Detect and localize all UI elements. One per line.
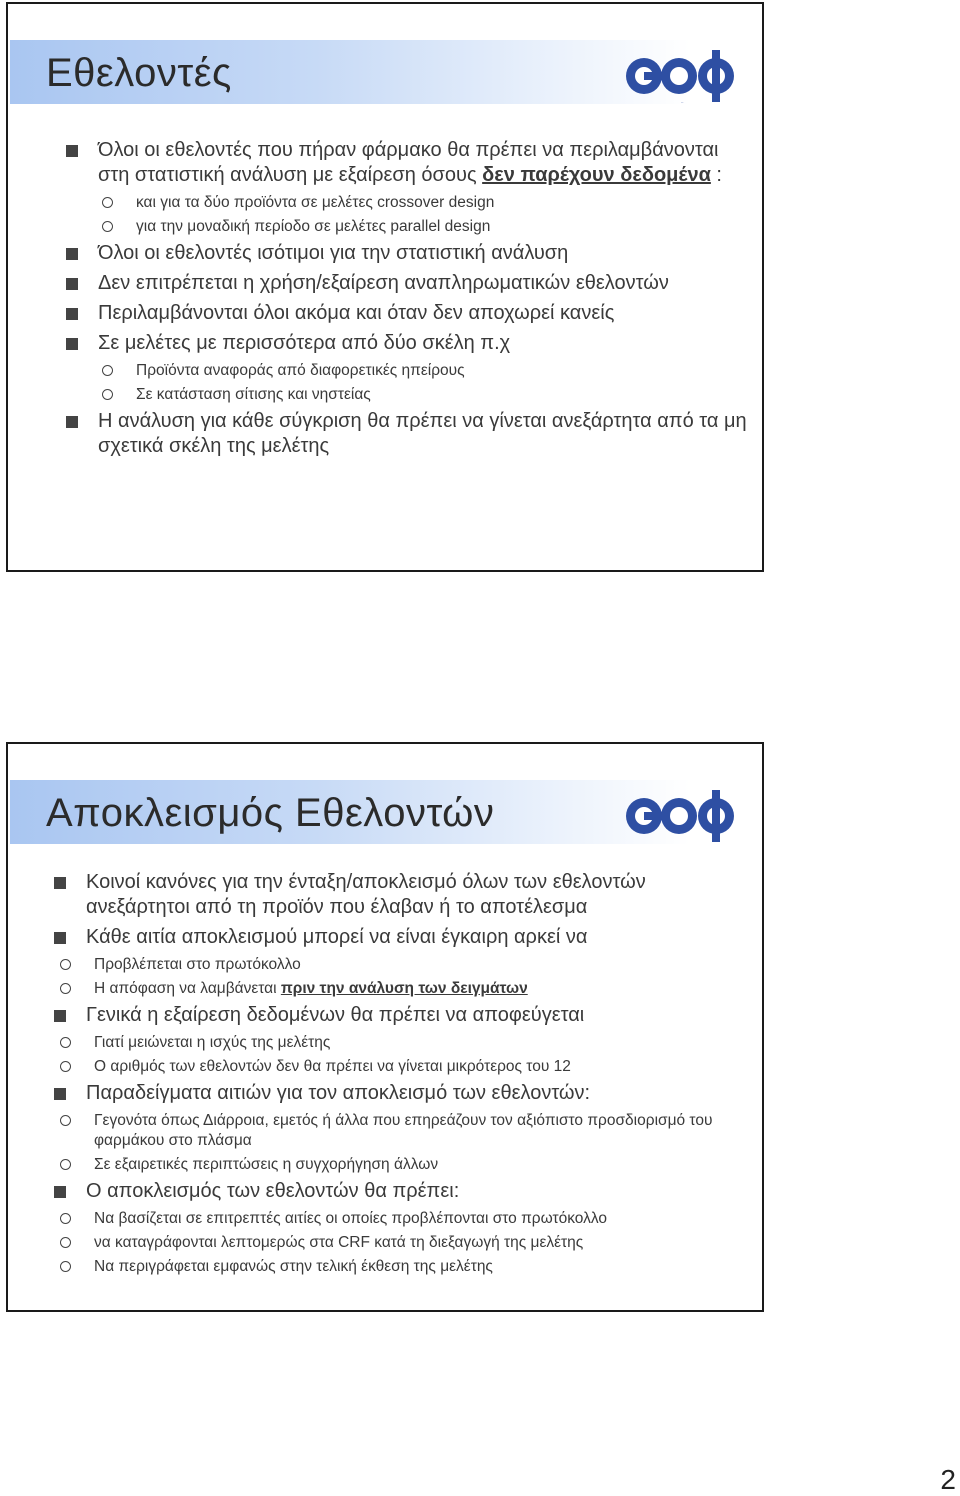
eof-logo-icon <box>624 48 738 104</box>
bullet-item: Η ανάλυση για κάθε σύγκριση θα πρέπει να γίνεται ανεξάρτητα από τα μη σχετικά σκέλη της μελέτης <box>64 409 754 459</box>
emphasis-text: δεν παρέχουν δεδομένα <box>482 164 711 186</box>
page-number: 2 <box>940 1464 956 1495</box>
bullet-list <box>52 870 742 1281</box>
slide-title: Αποκλεισμός Εθελοντών <box>46 791 495 835</box>
circle-bullet-icon <box>102 389 113 400</box>
square-bullet-icon <box>66 248 78 260</box>
square-bullet-icon <box>66 338 78 350</box>
square-bullet-icon <box>66 416 78 428</box>
eof-logo-icon <box>624 788 738 844</box>
bullet-item: Δεν επιτρέπεται η χρήση/εξαίρεση αναπληρωματικών εθελοντών <box>64 271 754 296</box>
circle-bullet-icon <box>60 1159 71 1170</box>
square-bullet-icon <box>66 145 78 157</box>
square-bullet-icon <box>54 932 66 944</box>
circle-bullet-icon <box>60 959 71 970</box>
square-bullet-icon <box>54 1088 66 1100</box>
sub-bullet-item: Ο αριθμός των εθελοντών δεν θα πρέπει να γίνεται μικρότερος του 12 <box>52 1057 742 1077</box>
slide-volunteer-exclusion <box>6 742 764 1312</box>
bullet-list <box>64 138 754 464</box>
emphasis-text: πριν την ανάλυση των δειγμάτων <box>280 980 528 997</box>
square-bullet-icon <box>54 1010 66 1022</box>
bullet-item: Περιλαμβάνονται όλοι ακόμα και όταν δεν αποχωρεί κανείς <box>64 301 754 326</box>
slide-title: Εθελοντές <box>46 51 232 95</box>
sub-bullet-item: Γιατί μειώνεται η ισχύς της μελέτης <box>52 1033 742 1053</box>
circle-bullet-icon <box>60 1037 71 1048</box>
bullet-item: Κάθε αιτία αποκλεισμού μπορεί να είναι έγκαιρη αρκεί να <box>52 925 742 950</box>
circle-bullet-icon <box>60 1213 71 1224</box>
circle-bullet-icon <box>60 1261 71 1272</box>
sub-bullet-item: Να περιγράφεται εμφανώς στην τελική έκθεση της μελέτης <box>52 1257 742 1277</box>
circle-bullet-icon <box>60 1237 71 1248</box>
circle-bullet-icon <box>60 1115 71 1126</box>
sub-bullet-item: και για τα δύο προϊόντα σε μελέτες crossover design <box>64 193 754 213</box>
sub-bullet-item: Η απόφαση να λαμβάνεται πριν την ανάλυση των δειγμάτων <box>52 979 742 999</box>
circle-bullet-icon <box>102 197 113 208</box>
logo-text: ΕΟΦ <box>681 103 684 104</box>
bullet-item: Κοινοί κανόνες για την ένταξη/αποκλεισμό όλων των εθελοντών ανεξάρτητοι από τη προϊόν που έλαβαν ή το αποτέλεσμα <box>52 870 742 920</box>
sub-bullet-item: για την μοναδική περίοδο σε μελέτες parallel design <box>64 217 754 237</box>
circle-bullet-icon <box>102 365 113 376</box>
circle-bullet-icon <box>102 221 113 232</box>
square-bullet-icon <box>66 278 78 290</box>
sub-bullet-item: Προβλέπεται στο πρωτόκολλο <box>52 955 742 975</box>
sub-bullet-item: Γεγονότα όπως Διάρροια, εμετός ή άλλα που επηρεάζουν τον αξιόπιστο προσδιορισμό του φαρμάκου στο πλάσμα <box>52 1111 742 1151</box>
bullet-item: Γενικά η εξαίρεση δεδομένων θα πρέπει να αποφεύγεται <box>52 1003 742 1028</box>
sub-bullet-item: να καταγράφονται λεπτομερώς στα CRF κατά τη διεξαγωγή της μελέτης <box>52 1233 742 1253</box>
bullet-item: Σε μελέτες με περισσότερα από δύο σκέλη π.χ <box>64 331 754 356</box>
sub-bullet-item: Προϊόντα αναφοράς από διαφορετικές ηπείρους <box>64 361 754 381</box>
bullet-item: Ο αποκλεισμός των εθελοντών θα πρέπει: <box>52 1179 742 1204</box>
sub-bullet-item: Σε κατάσταση σίτισης και νηστείας <box>64 385 754 405</box>
bullet-item: Παραδείγματα αιτιών για τον αποκλεισμό των εθελοντών: <box>52 1081 742 1106</box>
sub-bullet-item: Σε εξαιρετικές περιπτώσεις η συγχορήγηση άλλων <box>52 1155 742 1175</box>
square-bullet-icon <box>54 1186 66 1198</box>
square-bullet-icon <box>54 877 66 889</box>
bullet-item: Όλοι οι εθελοντές ισότιμοι για την στατιστική ανάλυση <box>64 241 754 266</box>
sub-bullet-item: Να βασίζεται σε επιτρεπτές αιτίες οι οποίες προβλέπονται στο πρωτόκολλο <box>52 1209 742 1229</box>
square-bullet-icon <box>66 308 78 320</box>
slide-volunteers <box>6 2 764 572</box>
bullet-item: Όλοι οι εθελοντές που πήραν φάρμακο θα πρέπει να περιλαμβάνονται στη στατιστική ανάλυση με εξαίρεση όσους δεν παρέχουν δεδομένα : <box>64 138 754 188</box>
circle-bullet-icon <box>60 983 71 994</box>
circle-bullet-icon <box>60 1061 71 1072</box>
